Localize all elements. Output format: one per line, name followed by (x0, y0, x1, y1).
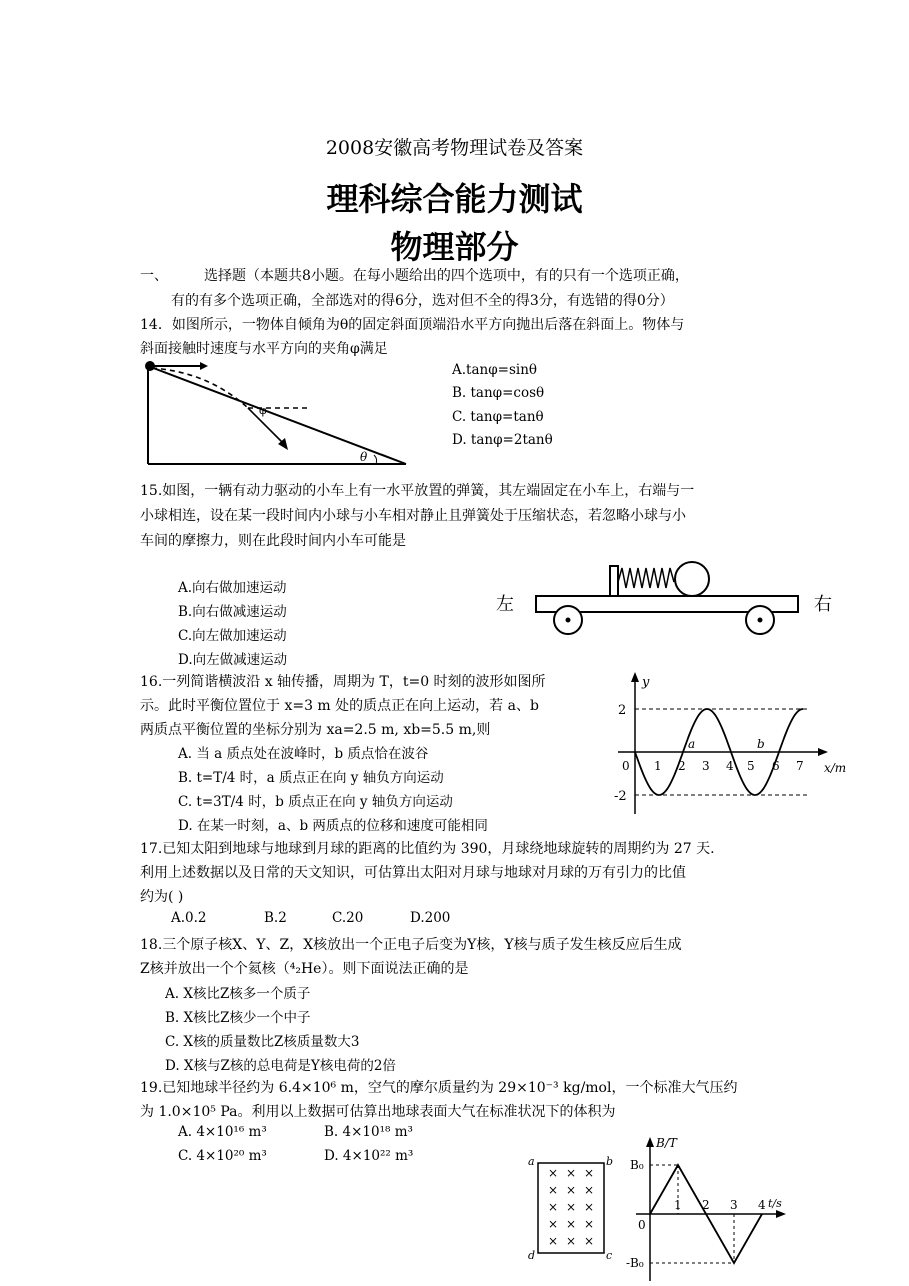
b-neg-label: -B₀ (626, 1256, 644, 1270)
q19-line-2: 为 1.0×10⁵ Pa。利用以上数据可估算出地球表面大气在标准状况下的体积为 (140, 1104, 616, 1120)
point-b: b (757, 737, 765, 751)
section-line-2: 有的有多个选项正确，全部选对的得6分，选对但不全的得3分，有选错的得0分） (171, 293, 674, 309)
theta-label: θ (360, 450, 368, 464)
q19-option-d: D. 4×10²² m³ (324, 1148, 414, 1164)
field-cross: × (548, 1166, 559, 1180)
x-tick-4: 4 (726, 759, 734, 773)
q15-line-3: 车间的摩擦力，则在此段时间内小车可能是 (140, 533, 406, 549)
q16-line-3: 两质点平衡位置的坐标分别为 xa=2.5 m, xb=5.5 m,则 (140, 722, 491, 738)
t-axis-label: t/s (768, 1197, 782, 1210)
q14-option-a: A.tanφ=sinθ (452, 362, 538, 378)
corner-d: d (528, 1249, 536, 1262)
q14-option-d: D. tanφ=2tanθ (452, 432, 553, 448)
q16-option-a: A. 当 a 质点处在波峰时，b 质点恰在波谷 (178, 746, 429, 762)
q15-option-c: C.向左做加速运动 (178, 628, 287, 644)
field-cross: × (566, 1217, 577, 1231)
doc-title: 2008安徽高考物理试卷及答案 (325, 137, 584, 159)
magnetic-field-box-figure (524, 1153, 620, 1263)
q19-option-c: C. 4×10²⁰ m³ (178, 1148, 267, 1164)
q15-line-2: 小球相连，设在某一段时间内小球与小车相对静止且弹簧处于压缩状态，若忽略小球与小 (140, 508, 686, 524)
q14-option-b: B. tanφ=cosθ (452, 385, 545, 401)
q19-option-b: B. 4×10¹⁸ m³ (324, 1124, 413, 1140)
field-cross: × (548, 1200, 559, 1214)
q14-line-1: 14．如图所示，一物体自倾角为θ的固定斜面顶端沿水平方向抛出后落在斜面上。物体与 (140, 317, 685, 333)
x-tick-3: 3 (702, 759, 710, 773)
q19-line-1: 19.已知地球半径约为 6.4×10⁶ m，空气的摩尔质量约为 29×10⁻³ kg/mol，一个标准大气压约 (140, 1080, 738, 1096)
field-cross: × (548, 1183, 559, 1197)
main-title: 理科综合能力测试 (326, 180, 583, 218)
section-line-1: 选择题（本题共8小题。在每小题给出的四个选项中，有的只有一个选项正确， (204, 268, 689, 284)
q16-option-b: B. t=T/4 时，a 质点正在向 y 轴负方向运动 (178, 770, 444, 786)
q18-line-2: Z核并放出一个个氦核（⁴₂He）。则下面说法正确的是 (140, 961, 469, 977)
field-cross: × (584, 1183, 595, 1197)
q15-option-b: B.向右做减速运动 (178, 604, 287, 620)
q16-option-d: D. 在某一时刻，a、b 两质点的位移和速度可能相同 (178, 818, 488, 834)
field-cross: × (584, 1234, 595, 1248)
q17-line-2: 利用上述数据以及日常的天文知识，可估算出太阳对月球与地球对月球的万有引力的比值 (140, 865, 686, 881)
y-axis-label: y (642, 675, 650, 690)
q16-line-1: 16.一列简谐横波沿 x 轴传播，周期为 T，t=0 时刻的波形如图所 (140, 674, 546, 690)
q16-option-c: C. t=3T/4 时，b 质点正在向 y 轴负方向运动 (178, 794, 453, 810)
q17-line-3: 约为( ) (140, 889, 184, 905)
t-tick-1: 1 (674, 1198, 682, 1212)
q18-option-c: C. X核的质量数比Z核质量数大3 (165, 1034, 360, 1050)
q17-option-d: D.200 (410, 910, 451, 926)
x-tick-2: 2 (678, 759, 686, 773)
y-tick-pos: 2 (618, 703, 627, 718)
q18-line-1: 18.三个原子核X、Y、Z，X核放出一个正电子后变为Y核，Y核与质子发生核反应后生成 (140, 937, 682, 953)
q18-option-b: B. X核比Z核少一个中子 (165, 1010, 311, 1026)
q14-incline-figure (138, 358, 413, 470)
ball (675, 562, 709, 596)
b-pos-label: B₀ (630, 1158, 644, 1172)
field-cross: × (584, 1200, 595, 1214)
t-tick-0: 0 (638, 1218, 646, 1232)
q16-wave-figure (608, 668, 848, 818)
x-tick-0: 0 (622, 759, 630, 773)
phi-label: φ (259, 404, 267, 417)
b-axis-label: B/T (656, 1136, 677, 1150)
q15-option-a: A.向右做加速运动 (178, 580, 287, 596)
q15-line-1: 15.如图，一辆有动力驱动的小车上有一水平放置的弹簧，其左端固定在小车上，右端与一 (140, 483, 695, 499)
corner-b: b (606, 1155, 614, 1168)
field-cross: × (548, 1217, 559, 1231)
x-axis-label: x/m (824, 761, 847, 775)
q14-option-c: C. tanφ=tanθ (452, 409, 544, 425)
corner-c: c (606, 1249, 613, 1262)
q16-line-2: 示。此时平衡位置位于 x=3 m 处的质点正在向上运动，若 a、b (140, 698, 539, 714)
q14-line-2: 斜面接触时速度与水平方向的夹角φ满足 (140, 341, 388, 357)
x-tick-6: 6 (772, 759, 780, 773)
field-cross: × (566, 1234, 577, 1248)
x-tick-5: 5 (747, 759, 755, 773)
q17-option-b: B.2 (264, 910, 287, 926)
field-cross: × (566, 1200, 577, 1214)
x-tick-7: 7 (796, 759, 804, 773)
sub-title: 物理部分 (390, 228, 519, 266)
field-cross: × (566, 1183, 577, 1197)
q19-option-a: A. 4×10¹⁶ m³ (178, 1124, 267, 1140)
q15-option-d: D.向左做减速运动 (178, 652, 288, 668)
field-cross: × (584, 1217, 595, 1231)
q18-option-d: D. X核与Z核的总电荷是Y核电荷的2倍 (165, 1058, 396, 1074)
y-tick-neg: -2 (614, 789, 627, 804)
t-tick-4: 4 (758, 1198, 766, 1212)
corner-a: a (528, 1155, 535, 1168)
field-crosses (548, 1166, 594, 1248)
section-number: 一、 (140, 268, 168, 284)
point-a: a (688, 737, 696, 751)
q18-option-a: A. X核比Z核多一个质子 (165, 986, 311, 1002)
spring (618, 568, 674, 588)
q17-option-a: A.0.2 (171, 910, 207, 926)
left-label: 左 (496, 594, 514, 615)
b-t-graph-figure (626, 1133, 796, 1283)
field-cross: × (566, 1166, 577, 1180)
q17-option-c: C.20 (332, 910, 364, 926)
q17-line-1: 17.已知太阳到地球与地球到月球的距离的比值约为 390，月球绕地球旋转的周期约为 27 天. (140, 841, 715, 857)
q15-cart-figure (490, 558, 840, 638)
x-tick-1: 1 (654, 759, 662, 773)
t-tick-2: 2 (702, 1198, 710, 1212)
field-cross: × (584, 1166, 595, 1180)
t-tick-3: 3 (730, 1198, 738, 1212)
field-cross: × (548, 1234, 559, 1248)
right-label: 右 (814, 594, 832, 615)
